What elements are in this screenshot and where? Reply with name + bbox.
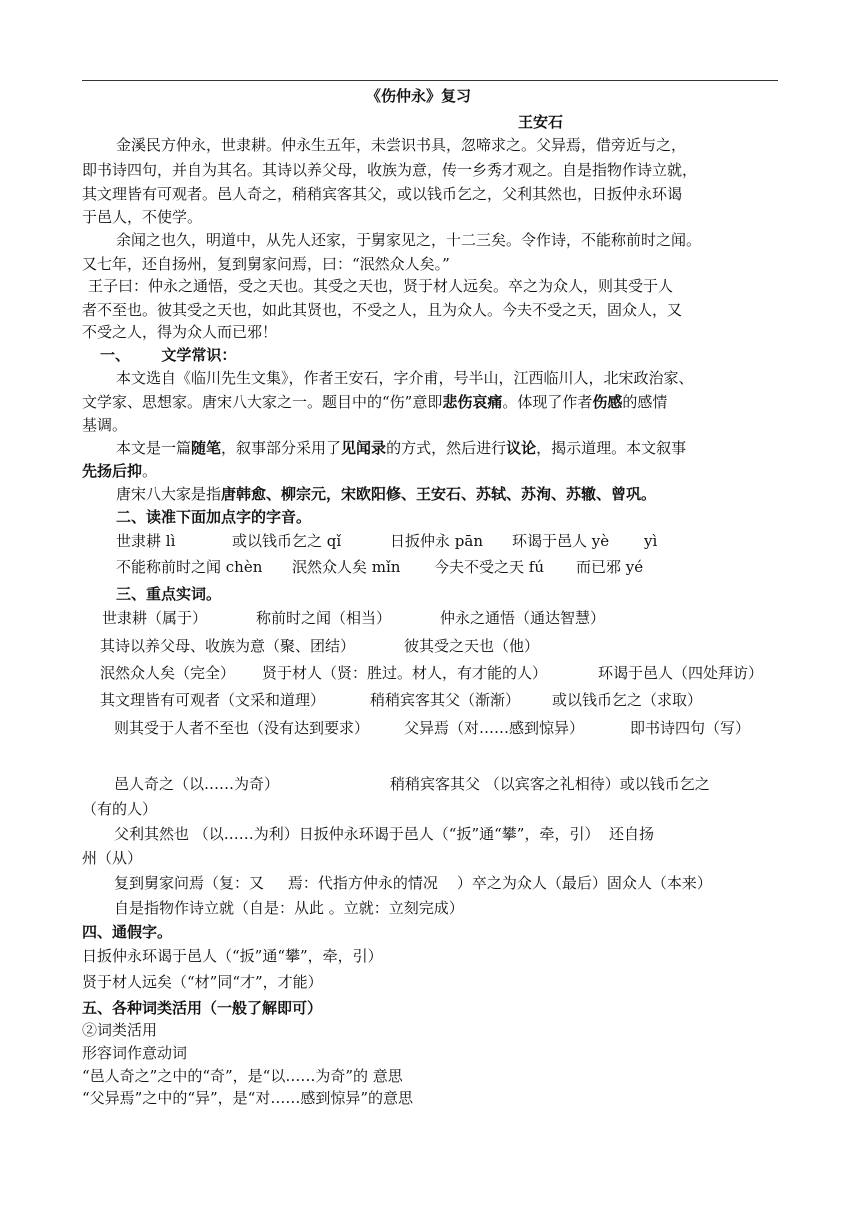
- section3-heading: 三、重点实词。: [116, 585, 222, 603]
- s1-p1-line3: 基调。: [82, 416, 128, 434]
- s1-p1-bold-b: 伤感: [592, 393, 623, 411]
- body-line-7: 王子曰：仲永之通悟，受之天也。其受之天也，贤于材人远矣。卒之为众人，则其受于人: [88, 277, 674, 295]
- s1-p3-b: 唐韩愈、柳宗元，宋欧阳修、王安石、苏轼、苏洵、苏辙、曾巩。: [221, 485, 657, 503]
- body-line-8: 者不至也。彼其受之天也，如此其贤也，不受之人，且为众人。今夫不受之天，固众人，又: [82, 301, 683, 319]
- s2-row1-c: 日扳仲永 pān: [390, 532, 483, 550]
- s1-p2-h: 先扬后抑: [82, 462, 143, 480]
- s3-l1-b: 称前时之闻（相当）: [256, 609, 392, 627]
- s2-row2-b: 泯然众人矣 mǐn: [292, 558, 401, 576]
- s1-p3: [116, 484, 656, 504]
- s5-sub2: 形容词作意动词: [82, 1044, 188, 1062]
- s1-p2-b: 随笔: [191, 439, 222, 457]
- s3-l6-b: 稍稍宾客其父 （以宾客之礼相待）或以钱币乞之: [390, 775, 710, 793]
- s1-p1-text-c: 的感情: [622, 393, 668, 411]
- s4-l2: 贤于材人远矣（“材”同“才”，才能）: [82, 973, 323, 991]
- body-line-3: 其文理皆有可观者。邑人奇之，稍稍宾客其父，或以钱币乞之，父利其然也，日扳仲永环谒: [82, 185, 683, 203]
- section1-heading: [100, 345, 236, 365]
- body-line-1: 金溪民方仲永，世隶耕。仲永生五年，未尝识书具，忽啼求之。父异焉，借旁近与之，: [116, 136, 687, 154]
- s2-row2-a: 不能称前时之闻 chèn: [116, 558, 263, 576]
- s3-l1-c: 仲永之通悟（通达智慧）: [440, 609, 606, 627]
- s1-p2-e: 的方式，然后进行: [386, 439, 507, 457]
- s1-p2-g: ，揭示道理。本文叙事: [536, 439, 687, 457]
- s5-sub: ②词类活用: [82, 1021, 158, 1039]
- doc-author: 王安石: [518, 113, 564, 131]
- s3-l4-a: 其文理皆有可观者（文采和道理）: [100, 691, 326, 709]
- s2-row2-d: 而已邪 yé: [576, 558, 644, 576]
- header-rule: [82, 80, 778, 81]
- section5-heading: 五、各种词类活用（一般了解即可）: [82, 999, 323, 1017]
- s3-l3-b: 贤于材人（贤：胜过。材人，有才能的人）: [262, 664, 548, 682]
- s3-l7: 父利其然也 （以……为利）日扳仲永环谒于邑人（“扳”通“攀”，牵，引） 还自扬: [114, 825, 654, 843]
- s3-l5-c: 即书诗四句（写）: [630, 719, 751, 737]
- s3-l9: 自是指物作诗立就（自是：从此 。立就：立刻完成）: [114, 899, 464, 917]
- body-line-5: 余闻之也久，明道中，从先人还家，于舅家见之，十二三矣。令作诗，不能称前时之闻。: [116, 231, 702, 249]
- section2-heading: 二、读准下面加点字的字音。: [116, 508, 312, 526]
- body-line-6: 又七年，还自扬州，复到舅家问焉，曰：“泯然众人矣。”: [82, 255, 450, 273]
- body-line-2: 即书诗四句，并自为其名。其诗以养父母，收族为意，传一乡秀才观之。自是指物作诗立就，: [82, 161, 698, 179]
- s3-l6-c: （有的人）: [82, 800, 158, 818]
- body-line-4: 于邑人，不使学。: [82, 208, 203, 226]
- s3-l6-a: 邑人奇之（以……为奇）: [114, 775, 280, 793]
- s1-p2-d: 见闻录: [341, 439, 387, 457]
- s1-p2-a: 本文是一篇: [116, 439, 192, 457]
- s1-p2-c: ，叙事部分采用了: [221, 439, 342, 457]
- s3-l2-a: 其诗以养父母、收族为意（聚、团结）: [100, 637, 356, 655]
- body-line-9: 不受之人，得为众人而已邪！: [82, 323, 278, 341]
- s2-row1-a: 世隶耕 lì: [116, 532, 176, 550]
- section1-num: 一、: [100, 346, 131, 364]
- s2-row1-e: yì: [644, 532, 658, 550]
- s1-p1-line1: 本文选自《临川先生文集》，作者王安石，字介甫，号半山，江西临川人，北宋政治家、: [116, 369, 694, 387]
- s1-p1-text-a: 文学家、思想家。唐宋八大家之一。题目中的“伤”意即: [82, 393, 443, 411]
- s3-l1-a: 世隶耕（属于）: [102, 609, 208, 627]
- s2-row2-c: 今夫不受之天 fú: [434, 558, 544, 576]
- s3-l7b: 州（从）: [82, 849, 143, 867]
- s3-l3-c: 环谒于邑人（四处拜访）: [598, 664, 764, 682]
- s1-p3-a: 唐宋八大家是指: [116, 485, 222, 503]
- s3-l4-b: 稍稍宾客其父（渐渐）: [370, 691, 521, 709]
- s3-l4-c: 或以钱币乞之（求取）: [552, 691, 703, 709]
- section4-heading: 四、通假字。: [82, 923, 173, 941]
- s1-p2-line1: [116, 438, 686, 458]
- s3-l5-a: 则其受于人者不至也（没有达到要求）: [114, 719, 370, 737]
- s1-p2-i: 。: [142, 462, 158, 480]
- s1-p2-line2: [82, 461, 157, 481]
- s2-row1-d: 环谒于邑人 yè: [512, 532, 610, 550]
- s4-l1: 日扳仲永环谒于邑人（“扳”通“攀”，牵，引）: [82, 947, 383, 965]
- s1-p1-line2: [82, 392, 667, 412]
- s1-p1-bold-a: 悲伤哀痛: [442, 393, 503, 411]
- s2-row1-b: 或以钱币乞之 qǐ: [232, 532, 342, 550]
- s1-p1-text-b: 。体现了作者: [502, 393, 593, 411]
- s3-l2-b: 彼其受之天也（他）: [404, 637, 540, 655]
- section1-title: 文学常识：: [161, 346, 237, 364]
- doc-title: 《伤仲永》复习: [366, 87, 472, 105]
- s5-l1: “邑人奇之”之中的“奇”，是“以……为奇”的 意思: [82, 1067, 403, 1085]
- s3-l5-b: 父异焉（对……感到惊异）: [404, 719, 585, 737]
- s3-l3-a: 泯然众人矣（完全）: [100, 664, 236, 682]
- s5-l2: “父异焉”之中的“异”，是“对……感到惊异”的意思: [82, 1089, 414, 1107]
- s3-l8: 复到舅家问焉（复：又 焉：代指方仲永的情况 ）卒之为众人（最后）固众人（本来）: [114, 874, 712, 892]
- s1-p2-f: 议论: [506, 439, 537, 457]
